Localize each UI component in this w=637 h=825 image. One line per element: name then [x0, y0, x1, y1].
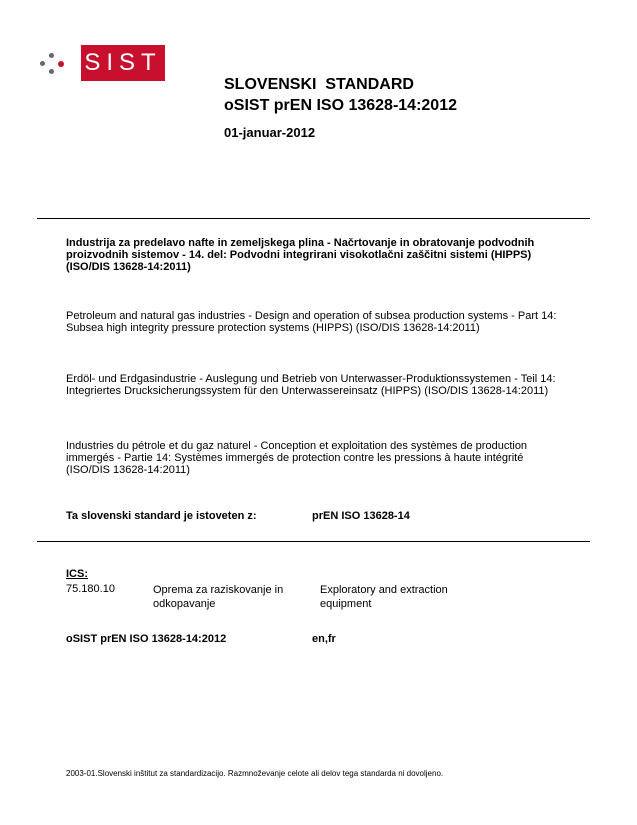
- logo-dot-icon: [58, 61, 64, 67]
- ics-label: ICS:: [66, 568, 88, 580]
- identical-label: Ta slovenski standard je istoveten z:: [66, 510, 257, 522]
- ics-code: 75.180.10: [66, 583, 115, 595]
- title-english: Petroleum and natural gas industries - Design and operation of subsea production systems - Part 14: Subsea high integrity pressure protection systems (HIPPS) (ISO/DIS 13628-14:2011): [66, 310, 557, 334]
- logo-text: SIST: [84, 49, 162, 76]
- ics-description-slovenian: Oprema za raziskovanje in odkopavanje: [153, 584, 284, 610]
- document-code: oSIST prEN ISO 13628-14:2012: [66, 633, 227, 645]
- title-french: Industries du pétrole et du gaz naturel - Conception et exploitation des systèmes de production immergés - Partie 14: Systèmes immergés de protection contre les pressions à haute intégrité (ISO/DIS 13628-14:2011): [66, 440, 528, 476]
- bottom-divider: [37, 541, 590, 542]
- standard-date: 01-januar-2012: [224, 125, 316, 140]
- logo-dot-icon: [49, 69, 54, 74]
- identical-value: prEN ISO 13628-14: [312, 510, 410, 522]
- logo-dot-icon: [49, 53, 54, 58]
- logo-dot-icon: [40, 61, 45, 66]
- copyright-footer: 2003-01.Slovenski inštitut za standardizacijo. Razmnoževanje celote ali delov tega standarda ni dovoljeno.: [66, 769, 444, 778]
- title-slovenian: Industrija za predelavo nafte in zemeljskega plina - Načrtovanje in obratovanje podvodnih proizvodnih sistemov - 14. del: Podvodni integrirani visokotlačni zaščitni sistemi (HIPPS) (ISO/DIS 13628-14:2011): [66, 237, 535, 273]
- document-languages: en,fr: [312, 633, 336, 645]
- top-divider: [37, 218, 590, 219]
- standard-label: SLOVENSKI STANDARD: [224, 76, 414, 93]
- ics-description-english: Exploratory and extraction equipment: [320, 584, 448, 610]
- standard-code: oSIST prEN ISO 13628-14:2012: [224, 97, 457, 114]
- logo-wordmark: [81, 45, 165, 81]
- title-german: Erdöl- und Erdgasindustrie - Auslegung und Betrieb von Unterwasser-Produktionssystemen - Teil 14: Integriertes Drucksicherungssystem für den Unterwassereinsatz (HIPPS) (ISO/DIS 13628-14:2011): [66, 373, 556, 397]
